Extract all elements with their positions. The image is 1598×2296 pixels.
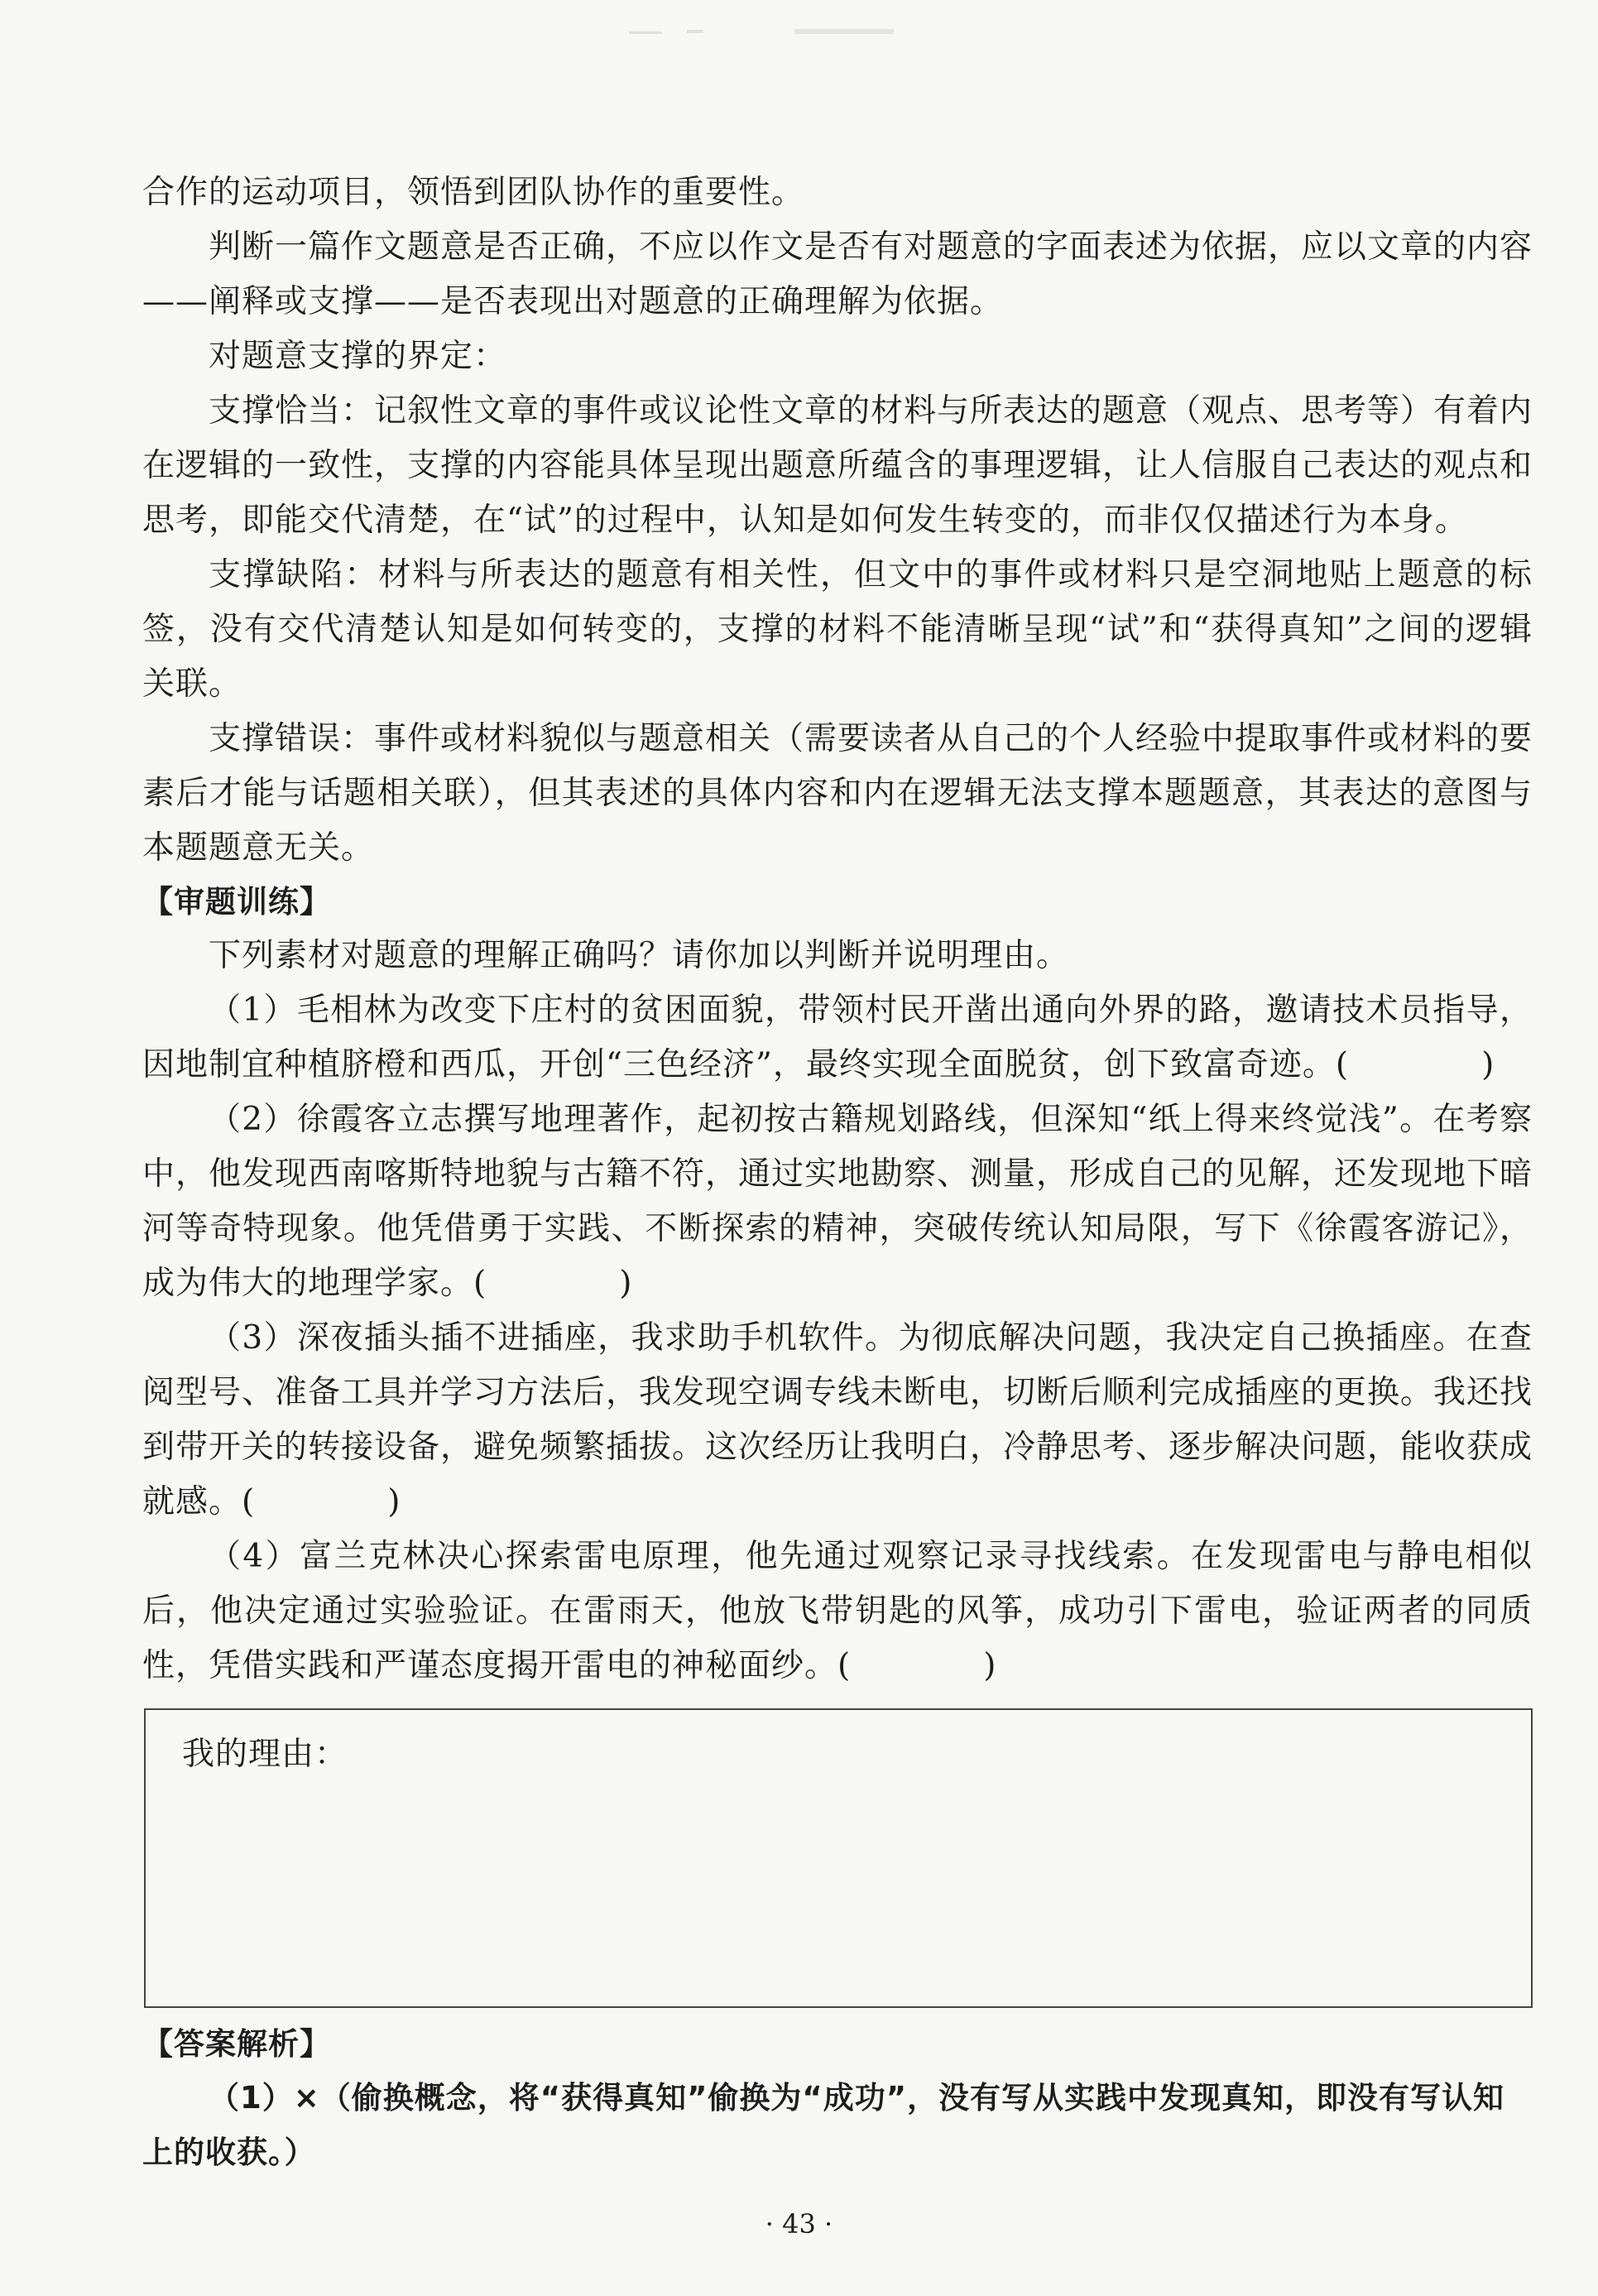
training-item-2: （2）徐霞客立志撰写地理著作，起初按古籍规划路线，但深知“纸上得来终觉浅”。在考察中，他发现西南喀斯特地貌与古籍不符，通过实地勘察、测量，形成自己的见解，还发现地下暗河等奇特现象。他凭借勇于实践、不断探索的精神，突破传统认知局限，写下《徐霞客游记》，成为伟大的地理学家。( ) (142, 1101, 1533, 1302)
answer-heading: 【答案解析】 (142, 2026, 331, 2062)
paragraph-continuation: 合作的运动项目，领悟到团队协作的重要性。 (142, 174, 805, 211)
document-body (142, 166, 1533, 2180)
paragraph-support-definition: 对题意支撑的界定： (209, 338, 507, 375)
reason-answer-box[interactable] (144, 1708, 1533, 2008)
paragraph-support-wrong: 支撑错误：事件或材料貌似与题意相关（需要读者从自己的个人经验中提取事件或材料的要素后才能与话题相关联），但其表述的具体内容和内在逻辑无法支撑本题题意，其表达的意图与本题题意无关。 (142, 720, 1533, 867)
page-number: · 43 · (765, 2208, 833, 2240)
training-item-1: （1）毛相林为改变下庄村的贫困面貌，带领村民开凿出通向外界的路，邀请技术员指导，因地制宜种植脐橙和西瓜，开创“三色经济”，最终实现全面脱贫，创下致富奇迹。( ) (142, 992, 1533, 1083)
paragraph-support-deficient: 支撑缺陷：材料与所表达的题意有相关性，但文中的事件或材料只是空洞地贴上题意的标签，没有交代清楚认知是如何转变的，支撑的材料不能清晰呈现“试”和“获得真知”之间的逻辑关联。 (142, 556, 1533, 703)
training-heading: 【审题训练】 (142, 884, 331, 920)
paragraph-judgement-criteria: 判断一篇作文题意是否正确，不应以作文是否有对题意的字面表述为依据，应以文章的内容——阐释或支撑——是否表现出对题意的正确理解为依据。 (142, 228, 1533, 320)
training-item-3: （3）深夜插头插不进插座，我求助手机软件。为彻底解决问题，我决定自己换插座。在查阅型号、准备工具并学习方法后，我发现空调专线未断电，切断后顺利完成插座的更换。我还找到带开关的转接设备，避免频繁插拔。这次经历让我明白，冷静思考、逐步解决问题，能收获成就感。( ) (142, 1319, 1533, 1520)
answer-item-1: （1）×（偷换概念，将“获得真知”偷换为“成功”，没有写从实践中发现真知，即没有写认知上的收获。） (142, 2080, 1505, 2170)
scan-artifact (629, 25, 927, 41)
training-prompt: 下列素材对题意的理解正确吗？请你加以判断并说明理由。 (209, 937, 1070, 974)
training-item-4: （4）富兰克林决心探索雷电原理，他先通过观察记录寻找线索。在发现雷电与静电相似后，他决定通过实验验证。在雷雨天，他放飞带钥匙的风筝，成功引下雷电，验证两者的同质性，凭借实践和严谨态度揭开雷电的神秘面纱。( ) (142, 1538, 1533, 1684)
paragraph-support-appropriate: 支撑恰当：记叙性文章的事件或议论性文章的材料与所表达的题意（观点、思考等）有着内在逻辑的一致性，支撑的内容能具体呈现出题意所蕴含的事理逻辑，让人信服自己表达的观点和思考，即能交代清楚，在“试”的过程中，认知是如何发生转变的，而非仅仅描述行为本身。 (142, 392, 1533, 539)
reason-label: 我的理由： (182, 1736, 348, 1773)
